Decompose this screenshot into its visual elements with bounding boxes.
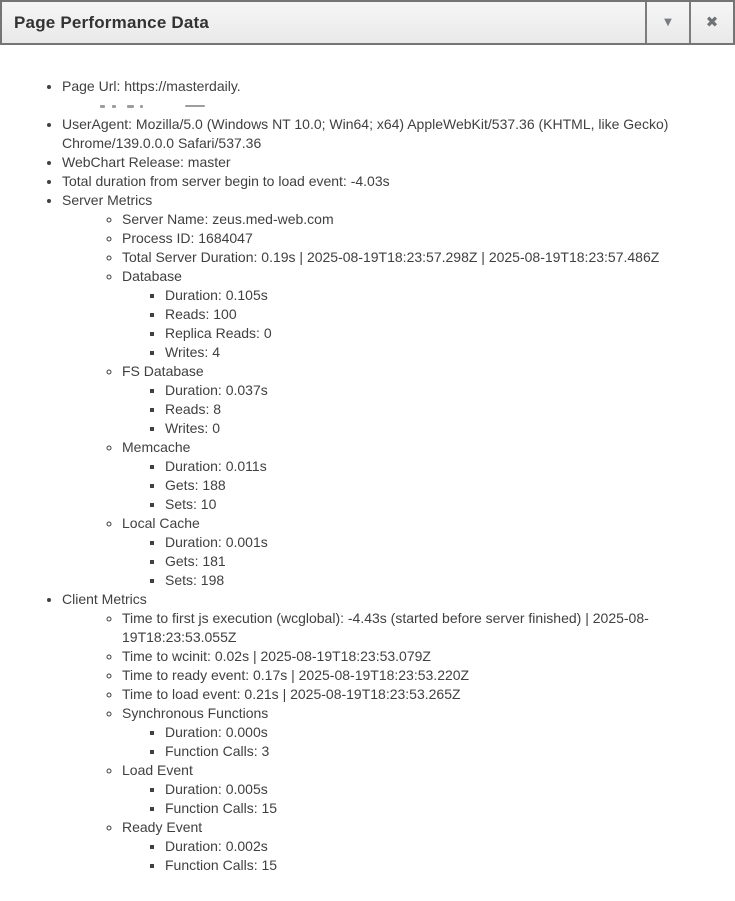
metrics-list xyxy=(0,77,710,875)
database-list xyxy=(122,286,710,362)
section-synchronous-functions xyxy=(122,704,710,761)
metric-wcinit: ◦ Time to wcinit: 0.02s | 2025-08-19T18:23:53.079Z xyxy=(122,647,710,666)
metric-user-agent: • UserAgent: Mozilla/5.0 (Windows NT 10.0; Win64; x64) AppleWebKit/537.36 (KHTML, like Gecko) Chrome/139.0.0.0 Safari/537.36 xyxy=(62,115,710,153)
local-cache-list xyxy=(122,533,710,590)
section-fs-database xyxy=(122,362,710,438)
metric-sync-duration: ▪ Duration: 0.000s xyxy=(165,723,710,742)
dialog-title: Page Performance Data xyxy=(14,12,210,32)
metric-database-duration: ▪ Duration: 0.105s xyxy=(165,286,710,305)
metric-load-event-duration: ▪ Duration: 0.005s xyxy=(165,780,710,799)
metric-memcache-duration: ▪ Duration: 0.011s xyxy=(165,457,710,476)
server-metrics-label: Server Metrics xyxy=(62,192,153,208)
server-metrics-list xyxy=(62,210,710,590)
metric-database-reads: ▪ Reads: 100 xyxy=(165,305,710,324)
metric-process-id: ◦ Process ID: 1684047 xyxy=(122,229,710,248)
metric-sync-function-calls: ▪ Function Calls: 3 xyxy=(165,742,710,761)
client-metrics-list xyxy=(62,609,710,875)
dialog-titlebar[interactable] xyxy=(0,0,735,45)
metric-local-cache-gets: ▪ Gets: 181 xyxy=(165,552,710,571)
memcache-label: Memcache xyxy=(122,439,191,455)
metric-memcache-gets: ▪ Gets: 188 xyxy=(165,476,710,495)
load-event-label: Load Event xyxy=(122,762,193,778)
metric-memcache-sets: ▪ Sets: 10 xyxy=(165,495,710,514)
metric-fs-database-writes: ▪ Writes: 0 xyxy=(165,419,710,438)
ready-event-label: Ready Event xyxy=(122,819,203,835)
metric-webchart-release: • WebChart Release: master xyxy=(62,153,710,172)
fs-database-label: FS Database xyxy=(122,363,204,379)
dialog-content xyxy=(0,45,735,875)
fs-database-list xyxy=(122,381,710,438)
chevron-down-icon: ▼ xyxy=(664,16,672,28)
metric-database-replica-reads: ▪ Replica Reads: 0 xyxy=(165,324,710,343)
database-label: Database xyxy=(122,268,182,284)
section-load-event xyxy=(122,761,710,818)
page-url-text: Page Url: https://masterdaily. xyxy=(62,78,241,94)
metric-total-server-duration: ◦ Total Server Duration: 0.19s | 2025-08-19T18:23:57.298Z | 2025-08-19T18:23:57.486Z xyxy=(122,248,710,267)
metric-ready-event-time: ◦ Time to ready event: 0.17s | 2025-08-19T18:23:53.220Z xyxy=(122,666,710,685)
metric-ready-event-duration: ▪ Duration: 0.002s xyxy=(165,837,710,856)
metric-load-event-time: ◦ Time to load event: 0.21s | 2025-08-19T18:23:53.265Z xyxy=(122,685,710,704)
client-metrics-label: Client Metrics xyxy=(62,591,147,607)
ready-event-list xyxy=(122,837,710,875)
metric-total-duration: • Total duration from server begin to load event: -4.03s xyxy=(62,172,710,191)
metric-ready-event-function-calls: ▪ Function Calls: 15 xyxy=(165,856,710,875)
section-database xyxy=(122,267,710,362)
synchronous-functions-label: Synchronous Functions xyxy=(122,705,269,721)
synchronous-functions-list xyxy=(122,723,710,761)
metric-local-cache-sets: ▪ Sets: 198 xyxy=(165,571,710,590)
section-local-cache xyxy=(122,514,710,590)
memcache-list xyxy=(122,457,710,514)
load-event-list xyxy=(122,780,710,818)
section-memcache xyxy=(122,438,710,514)
collapse-button[interactable] xyxy=(645,2,689,43)
metric-first-js: ◦ Time to first js execution (wcglobal): -4.43s (started before server finished) | 2025-08-19T18:23:53.055Z xyxy=(122,609,710,647)
metric-fs-database-reads: ▪ Reads: 8 xyxy=(165,400,710,419)
section-server-metrics xyxy=(62,191,710,590)
section-client-metrics xyxy=(62,590,710,875)
close-icon: ✖ xyxy=(705,13,719,31)
redacted-line xyxy=(62,96,710,115)
metric-page-url xyxy=(62,77,710,115)
close-button[interactable] xyxy=(689,2,733,43)
metric-load-event-function-calls: ▪ Function Calls: 15 xyxy=(165,799,710,818)
metric-server-name: ◦ Server Name: zeus.med-web.com xyxy=(122,210,710,229)
metric-local-cache-duration: ▪ Duration: 0.001s xyxy=(165,533,710,552)
metric-fs-database-duration: ▪ Duration: 0.037s xyxy=(165,381,710,400)
section-ready-event xyxy=(122,818,710,875)
local-cache-label: Local Cache xyxy=(122,515,200,531)
metric-database-writes: ▪ Writes: 4 xyxy=(165,343,710,362)
